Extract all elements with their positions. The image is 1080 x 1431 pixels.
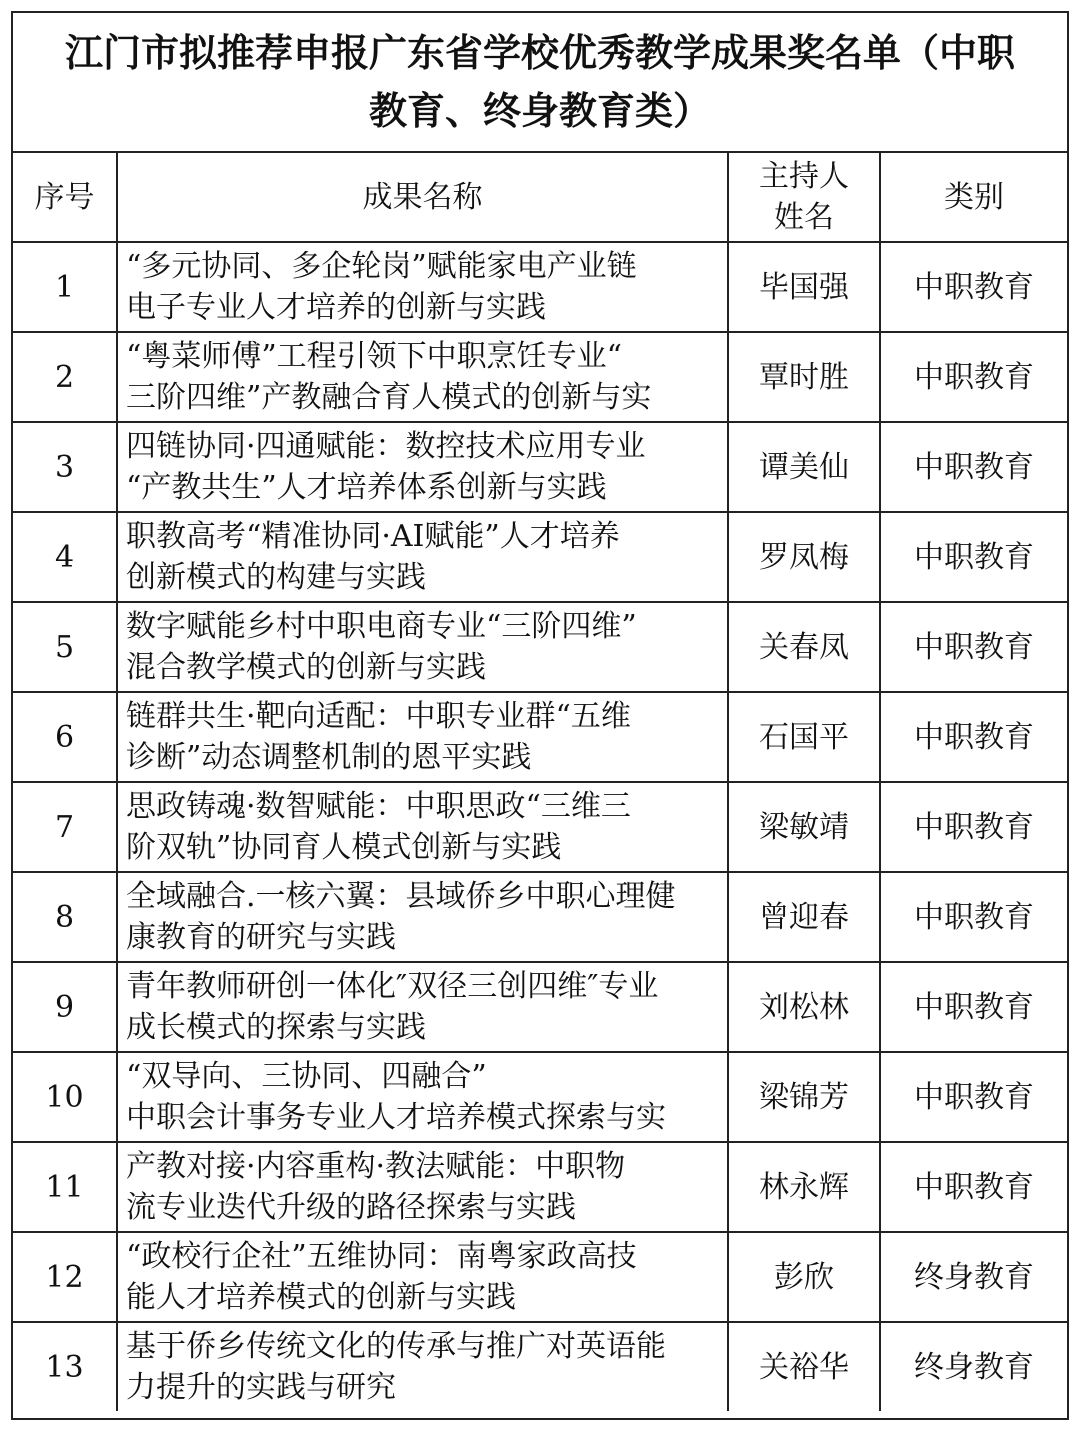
row-achievement-name: [117, 782, 728, 872]
row-number: 1: [13, 242, 117, 332]
achievement-name-line-1: “双导向、三协同、四融合”: [126, 1059, 487, 1094]
achievement-name-line-2: “产教共生”人才培养体系创新与实践: [126, 470, 607, 505]
row-achievement-name: [117, 872, 728, 962]
row-category: 中职教育: [880, 512, 1067, 602]
row-category: 中职教育: [880, 962, 1067, 1052]
header-host-line-1: 主持人: [759, 159, 849, 194]
title-line-2: 教育、终身教育类）: [368, 88, 711, 133]
row-host-name: 关裕华: [728, 1322, 880, 1411]
row-category: 中职教育: [880, 692, 1067, 782]
row-host-name: 彭欣: [728, 1232, 880, 1322]
row-number: 12: [13, 1232, 117, 1322]
document-title: [13, 13, 1067, 153]
row-category: 中职教育: [880, 422, 1067, 512]
header-host-line-2: 姓名: [774, 200, 834, 235]
row-category: 中职教育: [880, 1142, 1067, 1232]
row-achievement-name: [117, 962, 728, 1052]
achievement-name-line-2: 流专业迭代升级的路径探索与实践: [126, 1190, 576, 1225]
achievement-name-line-2: 中职会计事务专业人才培养模式探索与实: [126, 1100, 666, 1135]
row-host-name: 谭美仙: [728, 422, 880, 512]
row-number: 5: [13, 602, 117, 692]
row-number: 7: [13, 782, 117, 872]
achievement-name-line-1: “政校行企社”五维协同：南粤家政高技: [126, 1239, 637, 1274]
table-row: [13, 602, 1067, 692]
row-host-name: 刘松林: [728, 962, 880, 1052]
table-row: [13, 962, 1067, 1052]
table-row: [13, 1322, 1067, 1411]
row-category: 中职教育: [880, 332, 1067, 422]
table-row: [13, 782, 1067, 872]
row-host-name: 石国平: [728, 692, 880, 782]
row-achievement-name: [117, 1142, 728, 1232]
achievement-name-line-2: 能人才培养模式的创新与实践: [126, 1280, 516, 1315]
achievement-name-line-2: 成长模式的探索与实践: [126, 1010, 426, 1045]
row-achievement-name: [117, 1232, 728, 1322]
row-host-name: 覃时胜: [728, 332, 880, 422]
achievement-name-line-1: 全域融合.一核六翼：县域侨乡中职心理健: [126, 879, 676, 914]
table-row: [13, 872, 1067, 962]
row-achievement-name: [117, 602, 728, 692]
row-achievement-name: [117, 242, 728, 332]
row-category: 终身教育: [880, 1232, 1067, 1322]
header-host: [728, 153, 880, 242]
table-row: [13, 422, 1067, 512]
achievement-name-line-1: “多元协同、多企轮岗”赋能家电产业链: [126, 249, 637, 284]
row-number: 13: [13, 1322, 117, 1411]
row-number: 10: [13, 1052, 117, 1142]
achievement-name-line-2: 创新模式的构建与实践: [126, 560, 426, 595]
table-row: [13, 512, 1067, 602]
row-achievement-name: [117, 692, 728, 782]
row-achievement-name: [117, 512, 728, 602]
row-category: 中职教育: [880, 872, 1067, 962]
row-host-name: 梁锦芳: [728, 1052, 880, 1142]
row-host-name: 毕国强: [728, 242, 880, 332]
achievement-name-line-2: 三阶四维”产教融合育人模式的创新与实: [126, 380, 652, 415]
row-achievement-name: [117, 1322, 728, 1411]
header-category: 类别: [880, 153, 1067, 242]
title-line-1: 江门市拟推荐申报广东省学校优秀教学成果奖名单（中职: [64, 30, 1015, 75]
document-frame: [11, 11, 1069, 1420]
achievement-name-line-2: 康教育的研究与实践: [126, 920, 396, 955]
table-row: [13, 242, 1067, 332]
achievement-name-line-1: 四链协同·四通赋能：数控技术应用专业: [126, 429, 646, 464]
award-table: [13, 153, 1067, 1411]
achievement-name-line-2: 阶双轨”协同育人模式创新与实践: [126, 830, 562, 865]
achievement-name-line-1: 产教对接·内容重构·教法赋能：中职物: [126, 1149, 626, 1184]
row-number: 2: [13, 332, 117, 422]
row-number: 9: [13, 962, 117, 1052]
row-category: 中职教育: [880, 1052, 1067, 1142]
table-row: [13, 1232, 1067, 1322]
achievement-name-line-1: 基于侨乡传统文化的传承与推广对英语能: [126, 1329, 666, 1364]
achievement-name-line-1: 数字赋能乡村中职电商专业“三阶四维”: [126, 609, 637, 644]
achievement-name-line-2: 诊断”动态调整机制的恩平实践: [126, 740, 532, 775]
achievement-name-line-2: 力提升的实践与研究: [126, 1370, 396, 1405]
row-achievement-name: [117, 1052, 728, 1142]
row-host-name: 罗凤梅: [728, 512, 880, 602]
table-row: [13, 1052, 1067, 1142]
row-achievement-name: [117, 332, 728, 422]
table-row: [13, 332, 1067, 422]
row-category: 终身教育: [880, 1322, 1067, 1411]
row-host-name: 林永辉: [728, 1142, 880, 1232]
row-number: 8: [13, 872, 117, 962]
achievement-name-line-1: 链群共生·靶向适配：中职专业群“五维: [126, 699, 631, 734]
header-num: 序号: [13, 153, 117, 242]
achievement-name-line-2: 电子专业人才培养的创新与实践: [126, 290, 546, 325]
row-number: 3: [13, 422, 117, 512]
row-number: 11: [13, 1142, 117, 1232]
row-host-name: 梁敏靖: [728, 782, 880, 872]
achievement-name-line-1: “粤菜师傅”工程引领下中职烹饪专业“: [126, 339, 623, 374]
achievement-name-line-1: 思政铸魂·数智赋能：中职思政“三维三: [126, 789, 631, 824]
row-achievement-name: [117, 422, 728, 512]
row-host-name: 关春凤: [728, 602, 880, 692]
table-row: [13, 692, 1067, 782]
row-category: 中职教育: [880, 242, 1067, 332]
table-row: [13, 1142, 1067, 1232]
row-number: 6: [13, 692, 117, 782]
achievement-name-line-2: 混合教学模式的创新与实践: [126, 650, 486, 685]
achievement-name-line-1: 青年教师研创一体化″双径三创四维″专业: [126, 969, 659, 1004]
header-name: 成果名称: [117, 153, 728, 242]
row-category: 中职教育: [880, 782, 1067, 872]
achievement-name-line-1: 职教高考“精准协同·AI赋能”人才培养: [126, 519, 620, 554]
row-category: 中职教育: [880, 602, 1067, 692]
row-host-name: 曾迎春: [728, 872, 880, 962]
table-header-row: [13, 153, 1067, 242]
row-number: 4: [13, 512, 117, 602]
